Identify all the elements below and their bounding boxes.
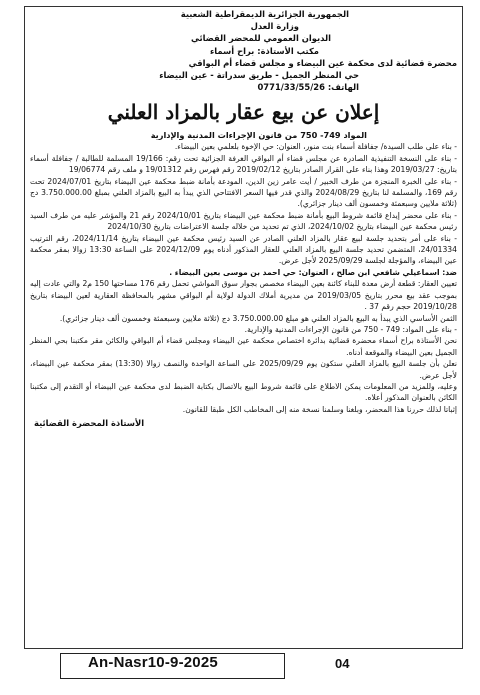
header-ministry: وزارة العدل	[250, 21, 299, 32]
paragraph-judgment: - بناء على النسخة التنفيذية الصادرة عن مجلس قضاء أم البواقي الغرفة الجزائية تحت رقم: 19/166 المسلمة للطالبة / جفافلة أسماء بتاريخ: 2019/03/27 وهذا بناء على القرار الصادر بتاريخ 2019/02/12 رقم فهرس رقم 19/01312 و ملف رقم 19/06774	[30, 153, 457, 175]
paragraph-property: تعيين العقار: قطعة أرض معدة للبناء كائنة بعين البيضاء مخصص بجوار سوق المواشي تحمل رقم 176 مساحتها 150 م2 والتي عادت إليه بموجب عقد بيع محرر بتاريخ 2019/03/05 من مديرية أملاك الدولة لولاية أم البواقي مشهر بالمحافظة العقارية لعين البيضاء بتاريخ 2019/10/28 حجم رقم 37 .	[30, 279, 457, 312]
paragraph-proof: إثباتا لذلك حررنا هذا المحضر، وبلغنا وسلمنا نسخة منه إلى المخاطب الكل طبقا للقانون.	[182, 404, 457, 414]
paragraph-requester: - بناء على طلب السيدة/ جفافلة أسماء بنت منور، العنوان: حي الإخوة بلعلمي بعين البيضاء.	[174, 142, 457, 152]
paragraph-against: ضد: اسماعيلي شافعي ابن صالح ، العنوان: حي احمد بن موسى بعين البيضاء .	[169, 267, 457, 277]
notice-title: إعلان عن بيع عقار بالمزاد العلني	[107, 100, 380, 125]
paragraph-expertise: - بناء على الخبرة المنجزة من طرف الخبير / أيت عامر زين الدين، المودعة بأمانة ضبط محكمة عين البيضاء بتاريخ 2024/07/01 تحت رقم 169، والمسلمة لنا بتاريخ 2024/08/29 والذي قدر فيها السعر الافتتاحي الذي يبدأ به البيع بالمزاد العلني بمبلغ 3.750.000.00 دج (ثلاثة ملايين وسبعمئة وخمسون ألف دينار جزائري).	[30, 176, 458, 209]
notice-subtitle: المواد 749- 750 من قانون الإجراءات المدنية والإدارية	[150, 130, 367, 141]
header-republic: الجمهورية الجزائرية الديمقراطية الشعبية	[180, 9, 349, 19]
header-phone: الهاتف: 0771/33/55/26	[257, 82, 359, 93]
paragraph-info: وعليه، وللمزيد من المعلومات يمكن الاطلاع على قائمة شروط البيع بالاتصال بكتابة الضبط لدى محكمة عين البيضاء أو التقدم إلى مكتبنا الكائن بالعنوان المذكور أعلاه.	[30, 381, 457, 403]
paragraph-bailiff: نحن الأستاذة براح أسماء محضرة قضائية بدائرة اختصاص محكمة عين البيضاء ومجلس قضاء أم البواقي والكائن مقر مكتبنا بحي المنظر الجميل بعين البيضاء والموقعة أدناه.	[30, 336, 457, 357]
paragraph-base-price: الثمن الأساسي الذي يبدأ به البيع بالمزاد العلني هو مبلغ 3.750.000.00 دج (ثلاثة ملايين وسبعمئة وخمسون ألف دينار جزائري).	[59, 313, 457, 323]
office-header	[30, 8, 457, 93]
header-address: حي المنظر الجميل - طريق سدراتة - عين البيضاء	[159, 70, 359, 81]
legal-notice	[30, 8, 457, 430]
header-court: محضرة قضائية لدى محكمة عين البيضاء و مجلس قضاء أم البواقي	[188, 57, 457, 68]
paragraph-hearing-order: - بناء على أمر بتحديد جلسة لبيع عقار بالمزاد العلني الصادر عن السيد رئيس محكمة عين البيضاء بتاريخ 2024/11/14، رقم الترتيب 24/01334، المتضمن تحديد جلسة البيع بالمزاد العلني للعقار المذكور أدناه يوم 2024/12/09 على الساعة 13:30 زوالا بمقر محكمة عين البيضاء، والمؤجلة لجلسة 2025/09/29 لأجل عرض.	[30, 233, 457, 266]
header-bailiff: مكتب الأستاذة: براح أسماء	[210, 45, 319, 56]
page-number: 04	[335, 656, 350, 671]
bailiff-signature: الأستاذة المحضرة القضائية	[34, 418, 145, 429]
newspaper-issue-code: An-Nasr10-9-2025	[88, 654, 218, 671]
header-office: الديوان العمومي للمحضر القضائي	[190, 33, 331, 44]
paragraph-articles: - بناء على المواد: 749 - 750 من قانون الإجراءات المدنية والإدارية.	[244, 324, 457, 334]
paragraph-auction-date: نعلن بأن جلسة البيع بالمزاد العلني ستكون يوم 2025/09/29 على الساعة الواحدة والنصف زوالا (13:30) بمقر محكمة عين البيضاء، لأجل عرض.	[30, 359, 458, 380]
paragraph-conditions: - بناء على محضر إيداع قائمة شروط البيع بأمانة ضبط محكمة عين البيضاء بتاريخ 2024/10/01 رقم 21 والمؤشر عليه من طرف السيد رئيس محكمة عين البيضاء بتاريخ 2024/10/02، الذي تم تحديد من خلاله جلسة الاعتراضات بتاريخ 2024/10/30	[30, 210, 457, 232]
